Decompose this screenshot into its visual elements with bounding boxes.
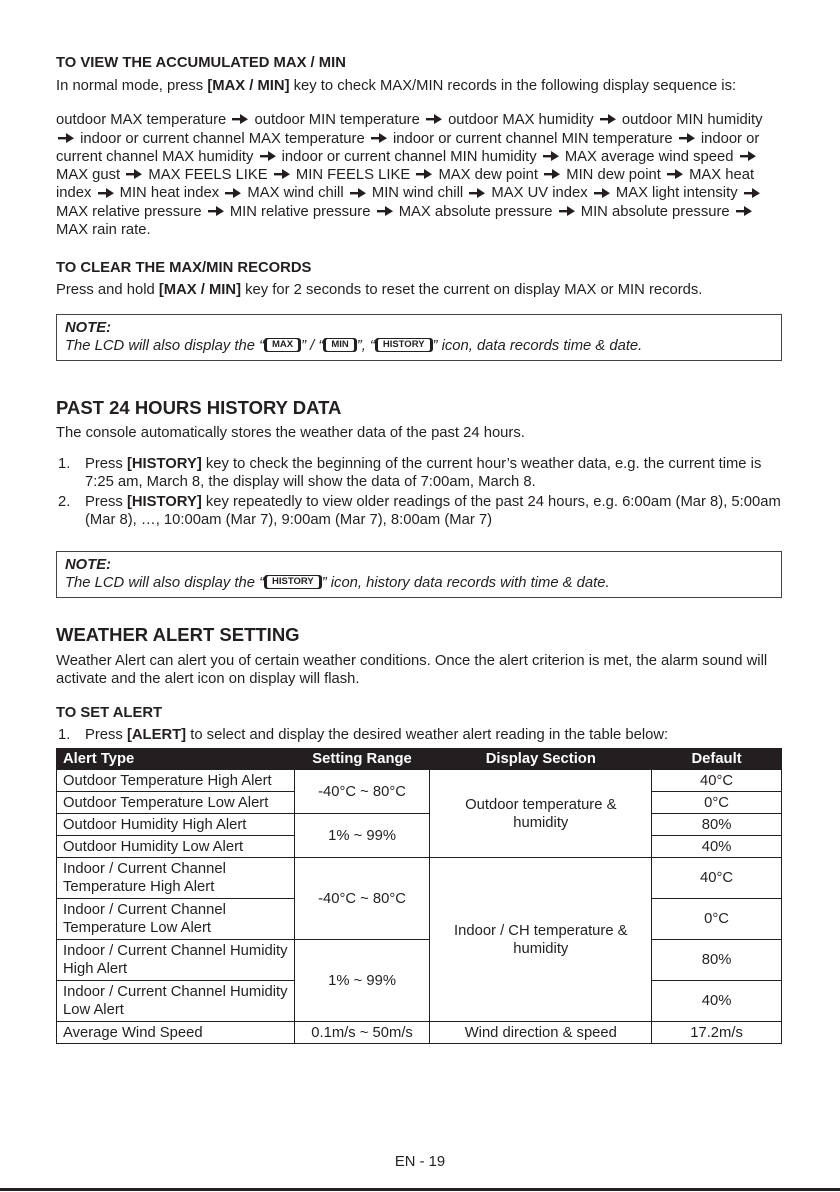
table-header-row [57, 749, 782, 770]
arrow-right-icon [232, 114, 248, 124]
sequence-item: MAX absolute pressure [398, 203, 553, 220]
alert-type-cell: Indoor / Current Channel Temperature High Alert [57, 858, 295, 899]
arrow-right-icon [377, 206, 393, 216]
history-title: PAST 24 HOURS HISTORY DATA [56, 396, 342, 418]
header-alert-type: Alert Type [57, 749, 295, 770]
table-row [57, 770, 782, 792]
alert-type-cell: Indoor / Current Channel Humidity High Alert [57, 940, 295, 981]
display-section-cell: Wind direction & speed [430, 1022, 652, 1044]
header-setting-range: Setting Range [294, 749, 430, 770]
history-badge-icon: HISTORY [375, 338, 433, 352]
table-row [57, 814, 782, 836]
arrow-right-icon [736, 206, 752, 216]
max-min-title: TO VIEW THE ACCUMULATED MAX / MIN [56, 55, 346, 71]
sequence-item: MAX light intensity [615, 185, 738, 202]
arrow-right-icon [371, 133, 387, 143]
arrow-right-icon [600, 114, 616, 124]
display-section-cell: Indoor / CH temperature & humidity [430, 858, 652, 1022]
sequence-item: indoor or current channel MAX humidity [56, 130, 760, 165]
default-cell: 40% [652, 836, 782, 858]
table-row [57, 858, 782, 899]
arrow-right-icon [744, 188, 760, 198]
sequence-item: MAX relative pressure [56, 203, 202, 220]
sequence-item: indoor or current channel MIN temperature [392, 130, 673, 147]
default-cell: 0°C [652, 899, 782, 940]
note-title: NOTE: [65, 557, 112, 574]
sequence-item: MAX average wind speed [564, 148, 734, 165]
sequence-item: MIN absolute pressure [580, 203, 730, 220]
clear-text: Press and hold [MAX / MIN] key for 2 seconds to reset the current on display MAX or MIN records. [56, 282, 703, 299]
alert-title: WEATHER ALERT SETTING [56, 624, 300, 646]
table-row [57, 1022, 782, 1044]
sequence-item: outdoor MAX humidity [448, 112, 594, 129]
manual-page [56, 54, 782, 1044]
setting-range-cell: 1% ~ 99% [294, 940, 430, 1022]
sequence-item: MAX FEELS LIKE [148, 167, 268, 184]
alert-type-cell: Indoor / Current Channel Temperature Low Alert [57, 899, 295, 940]
arrow-right-icon [416, 169, 432, 179]
sequence-item: MAX heat index [56, 167, 755, 202]
sequence-item: outdoor MIN humidity [621, 112, 763, 129]
arrow-right-icon [98, 188, 114, 198]
page-number: EN - 19 [394, 1154, 446, 1170]
arrow-right-icon [58, 133, 74, 143]
sequence-item: MAX gust [56, 167, 121, 184]
sequence-item: outdoor MIN temperature [254, 112, 420, 129]
max-min-sequence [56, 111, 782, 239]
note-title: NOTE: [65, 319, 112, 336]
arrow-right-icon [667, 169, 683, 179]
sequence-item: MAX rain rate. [56, 222, 151, 239]
set-alert-title: TO SET ALERT [56, 704, 163, 721]
default-cell: 17.2m/s [652, 1022, 782, 1044]
default-cell: 80% [652, 940, 782, 981]
sequence-item: MAX UV index [491, 185, 588, 202]
setting-range-cell: -40°C ~ 80°C [294, 858, 430, 940]
arrow-right-icon [350, 188, 366, 198]
note-text: The LCD will also display the “ HISTORY ” icon, history data records with time & date. [65, 575, 610, 592]
note-box-records [56, 314, 782, 361]
alert-table [56, 748, 782, 1044]
sequence-item: MIN heat index [119, 185, 220, 202]
alert-type-cell: Outdoor Temperature Low Alert [57, 792, 295, 814]
alert-type-cell: Outdoor Humidity Low Alert [57, 836, 295, 858]
arrow-right-icon [426, 114, 442, 124]
arrow-right-icon [544, 169, 560, 179]
max-badge-icon: MAX [264, 338, 301, 352]
default-cell: 40°C [652, 858, 782, 899]
history-badge-icon: HISTORY [264, 575, 322, 589]
arrow-right-icon [594, 188, 610, 198]
default-cell: 80% [652, 814, 782, 836]
max-min-intro: In normal mode, press [MAX / MIN] key to check MAX/MIN records in the following display sequence is: [56, 78, 737, 94]
note-text: The LCD will also display the “ MAX ” / “ MIN ”, “ HISTORY ” icon, data records time & date. [65, 337, 643, 354]
setting-range-cell: 0.1m/s ~ 50m/s [294, 1022, 430, 1044]
bottom-rule [0, 1188, 840, 1191]
arrow-right-icon [260, 151, 276, 161]
sequence-item: MIN FEELS LIKE [295, 167, 411, 184]
history-intro: The console automatically stores the weather data of the past 24 hours. [56, 424, 525, 441]
arrow-right-icon [559, 206, 575, 216]
min-badge-icon: MIN [323, 338, 356, 352]
history-step: 2. Press [HISTORY] key repeatedly to view older readings of the past 24 hours, e.g. 6:00am (Mar 8), 5:00am (Mar 8), …, 10:00am (Mar 7), 9:00am (Mar 7), 8:00am (Mar 7) [58, 493, 781, 528]
alert-type-cell: Outdoor Humidity High Alert [57, 814, 295, 836]
alert-type-cell: Average Wind Speed [57, 1022, 295, 1044]
table-row [57, 940, 782, 981]
arrow-right-icon [208, 206, 224, 216]
history-step: 1. Press [HISTORY] key to check the beginning of the current hour’s weather data, e.g. the current time is 7:25 am, March 8, the display will show the data of 7:00am, March 8. [58, 455, 762, 491]
setting-range-cell: -40°C ~ 80°C [294, 770, 430, 814]
history-steps [56, 455, 782, 529]
arrow-right-icon [469, 188, 485, 198]
arrow-right-icon [543, 151, 559, 161]
sequence-item: indoor or current channel MAX temperature [80, 130, 365, 147]
header-default: Default [652, 749, 782, 770]
arrow-right-icon [740, 151, 756, 161]
default-cell: 0°C [652, 792, 782, 814]
note-box-history [56, 551, 782, 598]
sequence-item: MIN relative pressure [229, 203, 371, 220]
arrow-right-icon [225, 188, 241, 198]
sequence-item: MAX dew point [438, 167, 538, 184]
alert-step: 1. Press [ALERT] to select and display the desired weather alert reading in the table below: [58, 726, 669, 743]
sequence-item: outdoor MAX temperature [56, 112, 227, 129]
sequence-item: MIN wind chill [371, 185, 464, 202]
default-cell: 40% [652, 981, 782, 1022]
sequence-item: MAX wind chill [247, 185, 344, 202]
clear-title: TO CLEAR THE MAX/MIN RECORDS [56, 260, 312, 277]
setting-range-cell: 1% ~ 99% [294, 814, 430, 858]
alert-intro: Weather Alert can alert you of certain weather conditions. Once the alert criterion is met, the alarm sound will activate and the alert icon on display will flash. [56, 653, 768, 688]
alert-type-cell: Outdoor Temperature High Alert [57, 770, 295, 792]
arrow-right-icon [274, 169, 290, 179]
arrow-right-icon [126, 169, 142, 179]
arrow-right-icon [679, 133, 695, 143]
default-cell: 40°C [652, 770, 782, 792]
sequence-item: MIN dew point [566, 167, 661, 184]
alert-type-cell: Indoor / Current Channel Humidity Low Alert [57, 981, 295, 1022]
display-section-cell: Outdoor temperature & humidity [430, 770, 652, 858]
sequence-item: indoor or current channel MIN humidity [281, 148, 537, 165]
alert-steps [56, 726, 782, 744]
header-display-section: Display Section [430, 749, 652, 770]
